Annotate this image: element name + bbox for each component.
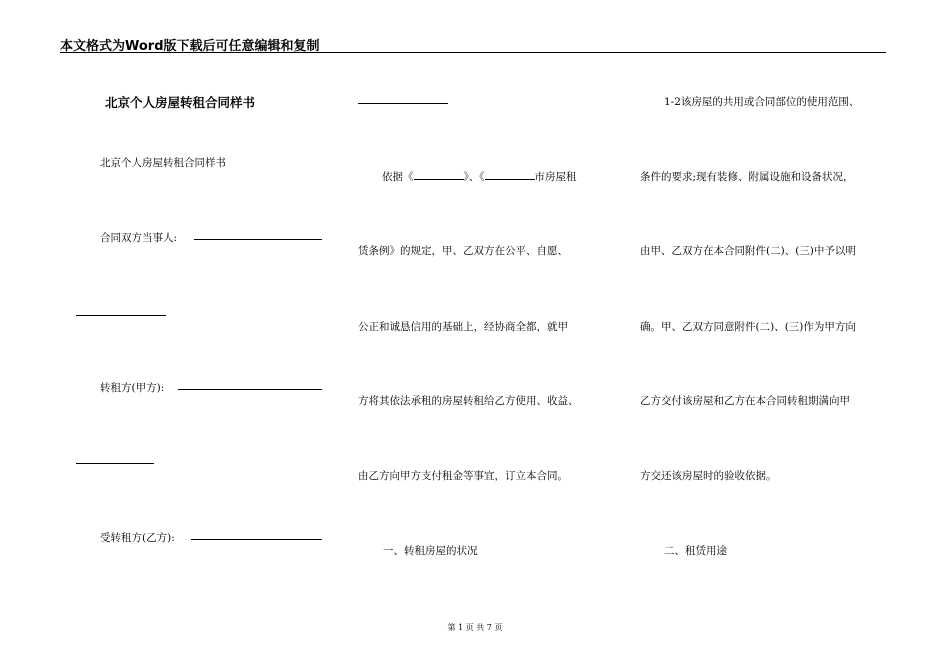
sublessee-label: 受转租方(乙方): [100,532,175,544]
paragraph-line: 方交还该房屋时的验收依据。 [640,470,777,482]
basis-text-b: 》、《 [463,171,485,183]
parties-blank-continued [76,315,166,316]
paragraph-line: 赁条例》的规定，甲、乙双方在公平、自愿、 [358,245,568,257]
paragraph-line: 方将其依法承租的房屋转租给乙方使用、收益、 [358,395,579,407]
sublessee-blank [191,539,322,540]
document-subtitle: 北京个人房屋转租合同样书 [100,157,226,169]
page-header [60,33,886,53]
section-heading-2: 二、租赁用途 [664,545,727,557]
document-title: 北京个人房屋转租合同样书 [105,95,256,110]
sublessor-label: 转租方(甲方): [100,382,165,394]
section-heading-1: 一、转租房屋的状况 [383,545,478,557]
paragraph-line: 乙方交付该房屋和乙方在本合同转租期满向甲 [640,395,850,407]
paragraph-line: 由乙方向甲方支付租金等事宜，订立本合同。 [358,470,568,482]
parties-label: 合同双方当事人: [100,232,178,244]
sublessor-blank [178,389,322,390]
basis-paragraph-line [382,169,577,184]
law-name-blank-1 [414,169,464,180]
sublessor-blank-continued [76,463,154,464]
basis-text-a: 依据《 [382,171,414,183]
paragraph-line: 公正和诚恳信用的基础上，经协商全都，就甲 [358,321,568,333]
law-name-blank-2 [485,169,535,180]
paragraph-line: 由甲、乙双方在本合同附件(二)、(三)中予以明 [640,245,856,257]
paragraph-line: 确。甲、乙双方同意附件(二)、(三)作为甲方向 [640,321,856,333]
paragraph-line: 条件的要求;现有装修、附属设施和设备状况， [640,171,854,183]
paragraph-line: 1-2该房屋的共用或合同部位的使用范围、 [664,96,860,108]
column-top-blank [358,103,448,104]
basis-text-c: 市房屋租 [534,171,577,183]
header-title: 本文格式为Word版下载后可任意编辑和复制 [60,39,320,54]
page-number: 第 1 页 共 7 页 [447,623,503,632]
parties-blank [194,239,322,240]
